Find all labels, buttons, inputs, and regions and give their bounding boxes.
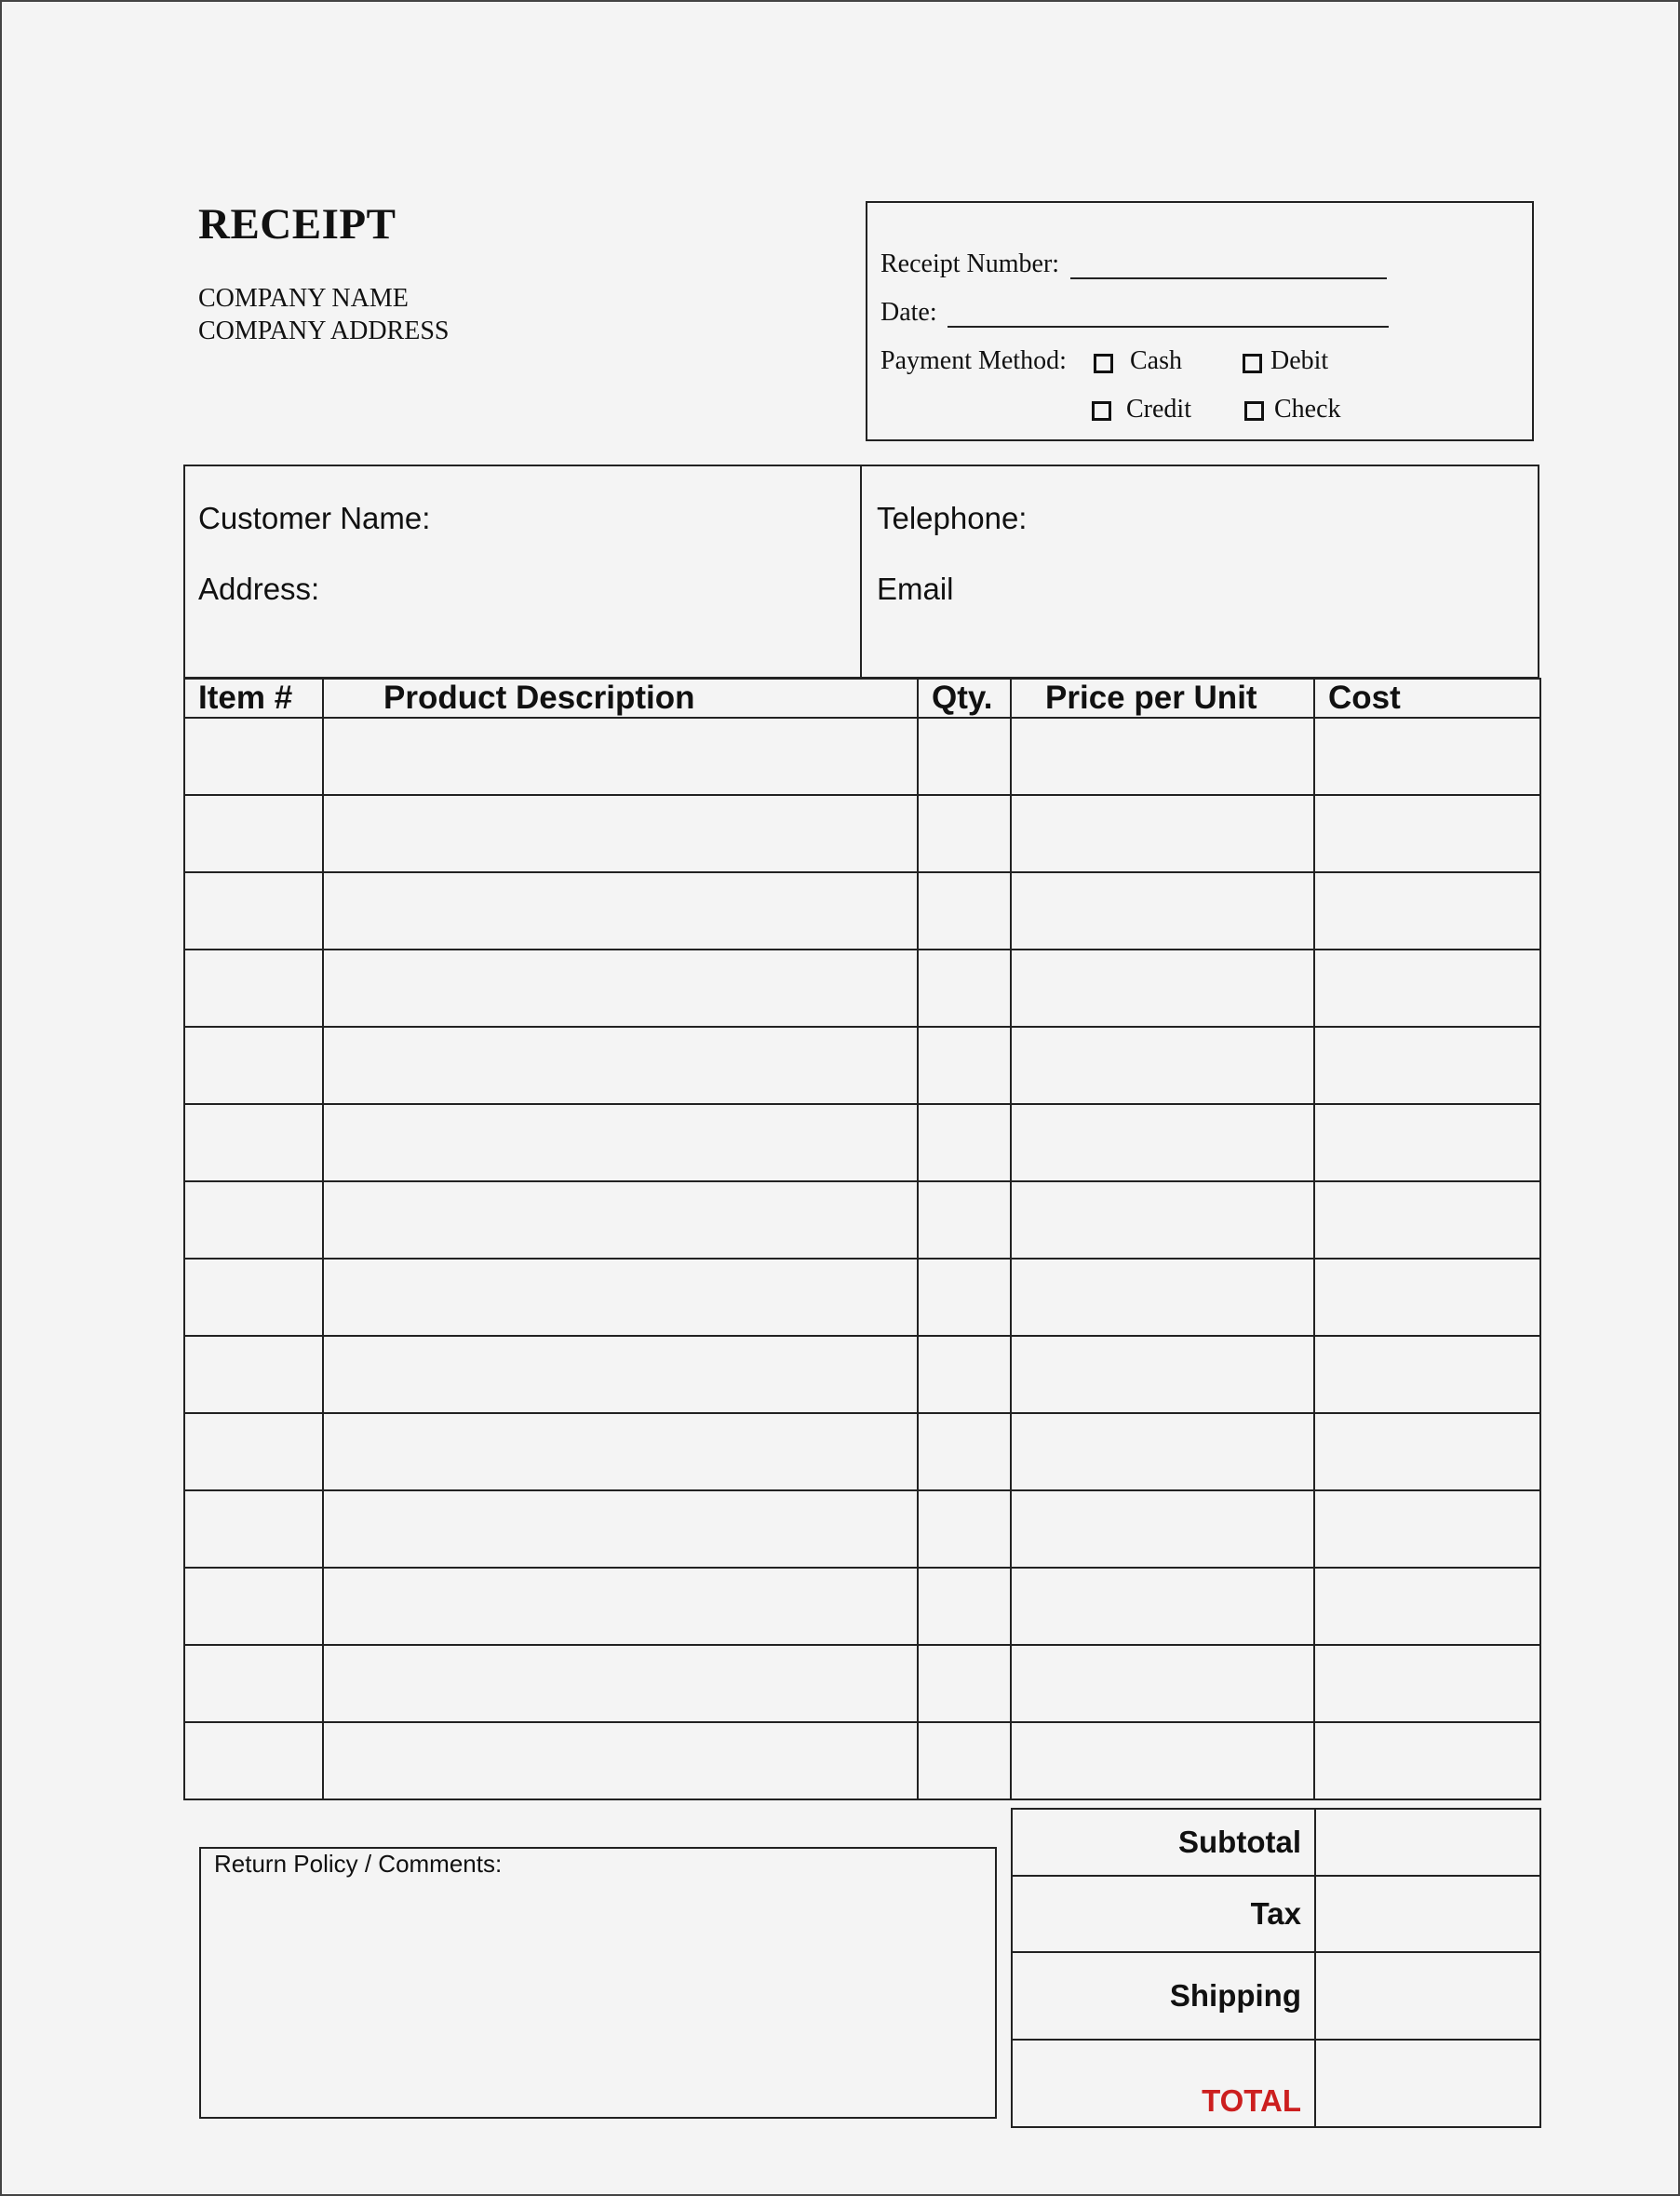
table-cell[interactable] <box>918 1645 1011 1722</box>
table-cell[interactable] <box>184 1104 323 1181</box>
col-product-description: Product Description <box>323 679 918 718</box>
check-label: Check <box>1274 395 1341 424</box>
subtotal-row <box>1012 1809 1540 1876</box>
table-cell[interactable] <box>1011 795 1314 872</box>
table-cell[interactable] <box>323 1568 918 1645</box>
table-cell[interactable] <box>323 1645 918 1722</box>
receipt-number-label: Receipt Number: <box>880 249 1060 278</box>
table-cell[interactable] <box>323 1027 918 1104</box>
table-cell[interactable] <box>1011 1413 1314 1490</box>
table-row <box>184 718 1540 795</box>
table-cell[interactable] <box>1011 1490 1314 1568</box>
table-cell[interactable] <box>1011 1259 1314 1336</box>
comments-label: Return Policy / Comments: <box>214 1850 503 1878</box>
table-cell[interactable] <box>918 1568 1011 1645</box>
table-cell[interactable] <box>184 1181 323 1259</box>
table-cell[interactable] <box>323 795 918 872</box>
table-cell[interactable] <box>918 1336 1011 1413</box>
table-cell[interactable] <box>1011 1568 1314 1645</box>
items-header-row <box>184 679 1540 718</box>
table-cell[interactable] <box>918 950 1011 1027</box>
col-qty: Qty. <box>918 679 1011 718</box>
credit-label: Credit <box>1126 395 1191 424</box>
table-cell[interactable] <box>1011 718 1314 795</box>
table-cell[interactable] <box>323 1104 918 1181</box>
table-row <box>184 950 1540 1027</box>
table-cell[interactable] <box>184 1645 323 1722</box>
table-cell[interactable] <box>1314 1259 1540 1336</box>
table-cell[interactable] <box>323 1722 918 1799</box>
table-cell[interactable] <box>918 718 1011 795</box>
table-cell[interactable] <box>1011 1336 1314 1413</box>
tax-value[interactable] <box>1315 1876 1540 1952</box>
table-row <box>184 1722 1540 1799</box>
table-cell[interactable] <box>1314 718 1540 795</box>
table-cell[interactable] <box>1011 950 1314 1027</box>
customer-divider <box>860 465 862 679</box>
receipt-title: RECEIPT <box>198 200 396 249</box>
customer-name-label: Customer Name: <box>198 501 431 535</box>
table-cell[interactable] <box>918 1413 1011 1490</box>
totals-table <box>1011 1808 1541 2128</box>
table-cell[interactable] <box>918 1027 1011 1104</box>
subtotal-value[interactable] <box>1315 1809 1540 1876</box>
table-cell[interactable] <box>1314 1027 1540 1104</box>
table-cell[interactable] <box>184 1259 323 1336</box>
tax-row <box>1012 1876 1540 1952</box>
table-cell[interactable] <box>1314 1336 1540 1413</box>
table-cell[interactable] <box>323 1259 918 1336</box>
table-cell[interactable] <box>323 1413 918 1490</box>
telephone-label: Telephone: <box>877 501 1028 535</box>
address-label: Address: <box>198 572 320 606</box>
table-cell[interactable] <box>918 872 1011 950</box>
table-cell[interactable] <box>1314 1722 1540 1799</box>
table-cell[interactable] <box>323 1490 918 1568</box>
subtotal-label: Subtotal <box>1012 1809 1315 1876</box>
table-cell[interactable] <box>1314 1645 1540 1722</box>
table-cell[interactable] <box>323 1181 918 1259</box>
shipping-value[interactable] <box>1315 1952 1540 2040</box>
table-row <box>184 1568 1540 1645</box>
table-cell[interactable] <box>184 1336 323 1413</box>
table-cell[interactable] <box>1314 950 1540 1027</box>
shipping-label: Shipping <box>1012 1952 1315 2040</box>
col-cost: Cost <box>1314 679 1540 718</box>
total-value[interactable] <box>1315 2040 1540 2127</box>
table-cell[interactable] <box>1011 872 1314 950</box>
table-cell[interactable] <box>184 950 323 1027</box>
table-row <box>184 1104 1540 1181</box>
shipping-row <box>1012 1952 1540 2040</box>
table-cell[interactable] <box>1011 1181 1314 1259</box>
table-cell[interactable] <box>184 1568 323 1645</box>
table-cell[interactable] <box>1314 1181 1540 1259</box>
email-label: Email <box>877 572 954 606</box>
col-item-number: Item # <box>184 679 323 718</box>
table-row <box>184 1490 1540 1568</box>
table-row <box>184 1259 1540 1336</box>
col-price-per-unit: Price per Unit <box>1011 679 1314 718</box>
table-cell[interactable] <box>1314 795 1540 872</box>
company-address: COMPANY ADDRESS <box>198 317 450 345</box>
table-cell[interactable] <box>1011 1027 1314 1104</box>
table-cell[interactable] <box>1011 1645 1314 1722</box>
table-cell[interactable] <box>1314 1490 1540 1568</box>
table-cell[interactable] <box>918 1259 1011 1336</box>
table-cell[interactable] <box>184 1027 323 1104</box>
comments-box[interactable] <box>199 1847 997 2119</box>
table-row <box>184 1181 1540 1259</box>
items-table <box>183 678 1541 1800</box>
table-row <box>184 1336 1540 1413</box>
table-cell[interactable] <box>918 1181 1011 1259</box>
credit-checkbox[interactable] <box>1092 401 1111 421</box>
table-row <box>184 795 1540 872</box>
payment-method-label: Payment Method: <box>880 346 1067 375</box>
table-cell[interactable] <box>918 1490 1011 1568</box>
table-row <box>184 1027 1540 1104</box>
receipt-info-box <box>866 201 1534 441</box>
total-row <box>1012 2040 1540 2127</box>
table-cell[interactable] <box>184 1722 323 1799</box>
table-cell[interactable] <box>323 718 918 795</box>
total-label: TOTAL <box>1012 2040 1315 2127</box>
table-cell[interactable] <box>323 950 918 1027</box>
table-row <box>184 1413 1540 1490</box>
table-cell[interactable] <box>1011 1722 1314 1799</box>
table-cell[interactable] <box>918 1104 1011 1181</box>
table-cell[interactable] <box>184 872 323 950</box>
table-cell[interactable] <box>1011 1104 1314 1181</box>
date-field[interactable] <box>948 326 1389 328</box>
table-cell[interactable] <box>918 795 1011 872</box>
table-cell[interactable] <box>1314 1104 1540 1181</box>
table-cell[interactable] <box>323 1336 918 1413</box>
receipt-number-field[interactable] <box>1070 277 1387 279</box>
table-cell[interactable] <box>323 872 918 950</box>
table-row <box>184 1645 1540 1722</box>
table-cell[interactable] <box>1314 1413 1540 1490</box>
table-cell[interactable] <box>184 1490 323 1568</box>
table-cell[interactable] <box>184 795 323 872</box>
table-cell[interactable] <box>1314 872 1540 950</box>
table-cell[interactable] <box>184 1413 323 1490</box>
debit-label: Debit <box>1270 346 1329 375</box>
table-row <box>184 872 1540 950</box>
debit-checkbox[interactable] <box>1243 354 1262 373</box>
cash-checkbox[interactable] <box>1094 354 1113 373</box>
company-name: COMPANY NAME <box>198 284 409 313</box>
table-cell[interactable] <box>1314 1568 1540 1645</box>
check-checkbox[interactable] <box>1244 401 1264 421</box>
cash-label: Cash <box>1130 346 1182 375</box>
tax-label: Tax <box>1012 1876 1315 1952</box>
table-cell[interactable] <box>918 1722 1011 1799</box>
table-cell[interactable] <box>184 718 323 795</box>
date-label: Date: <box>880 298 937 327</box>
